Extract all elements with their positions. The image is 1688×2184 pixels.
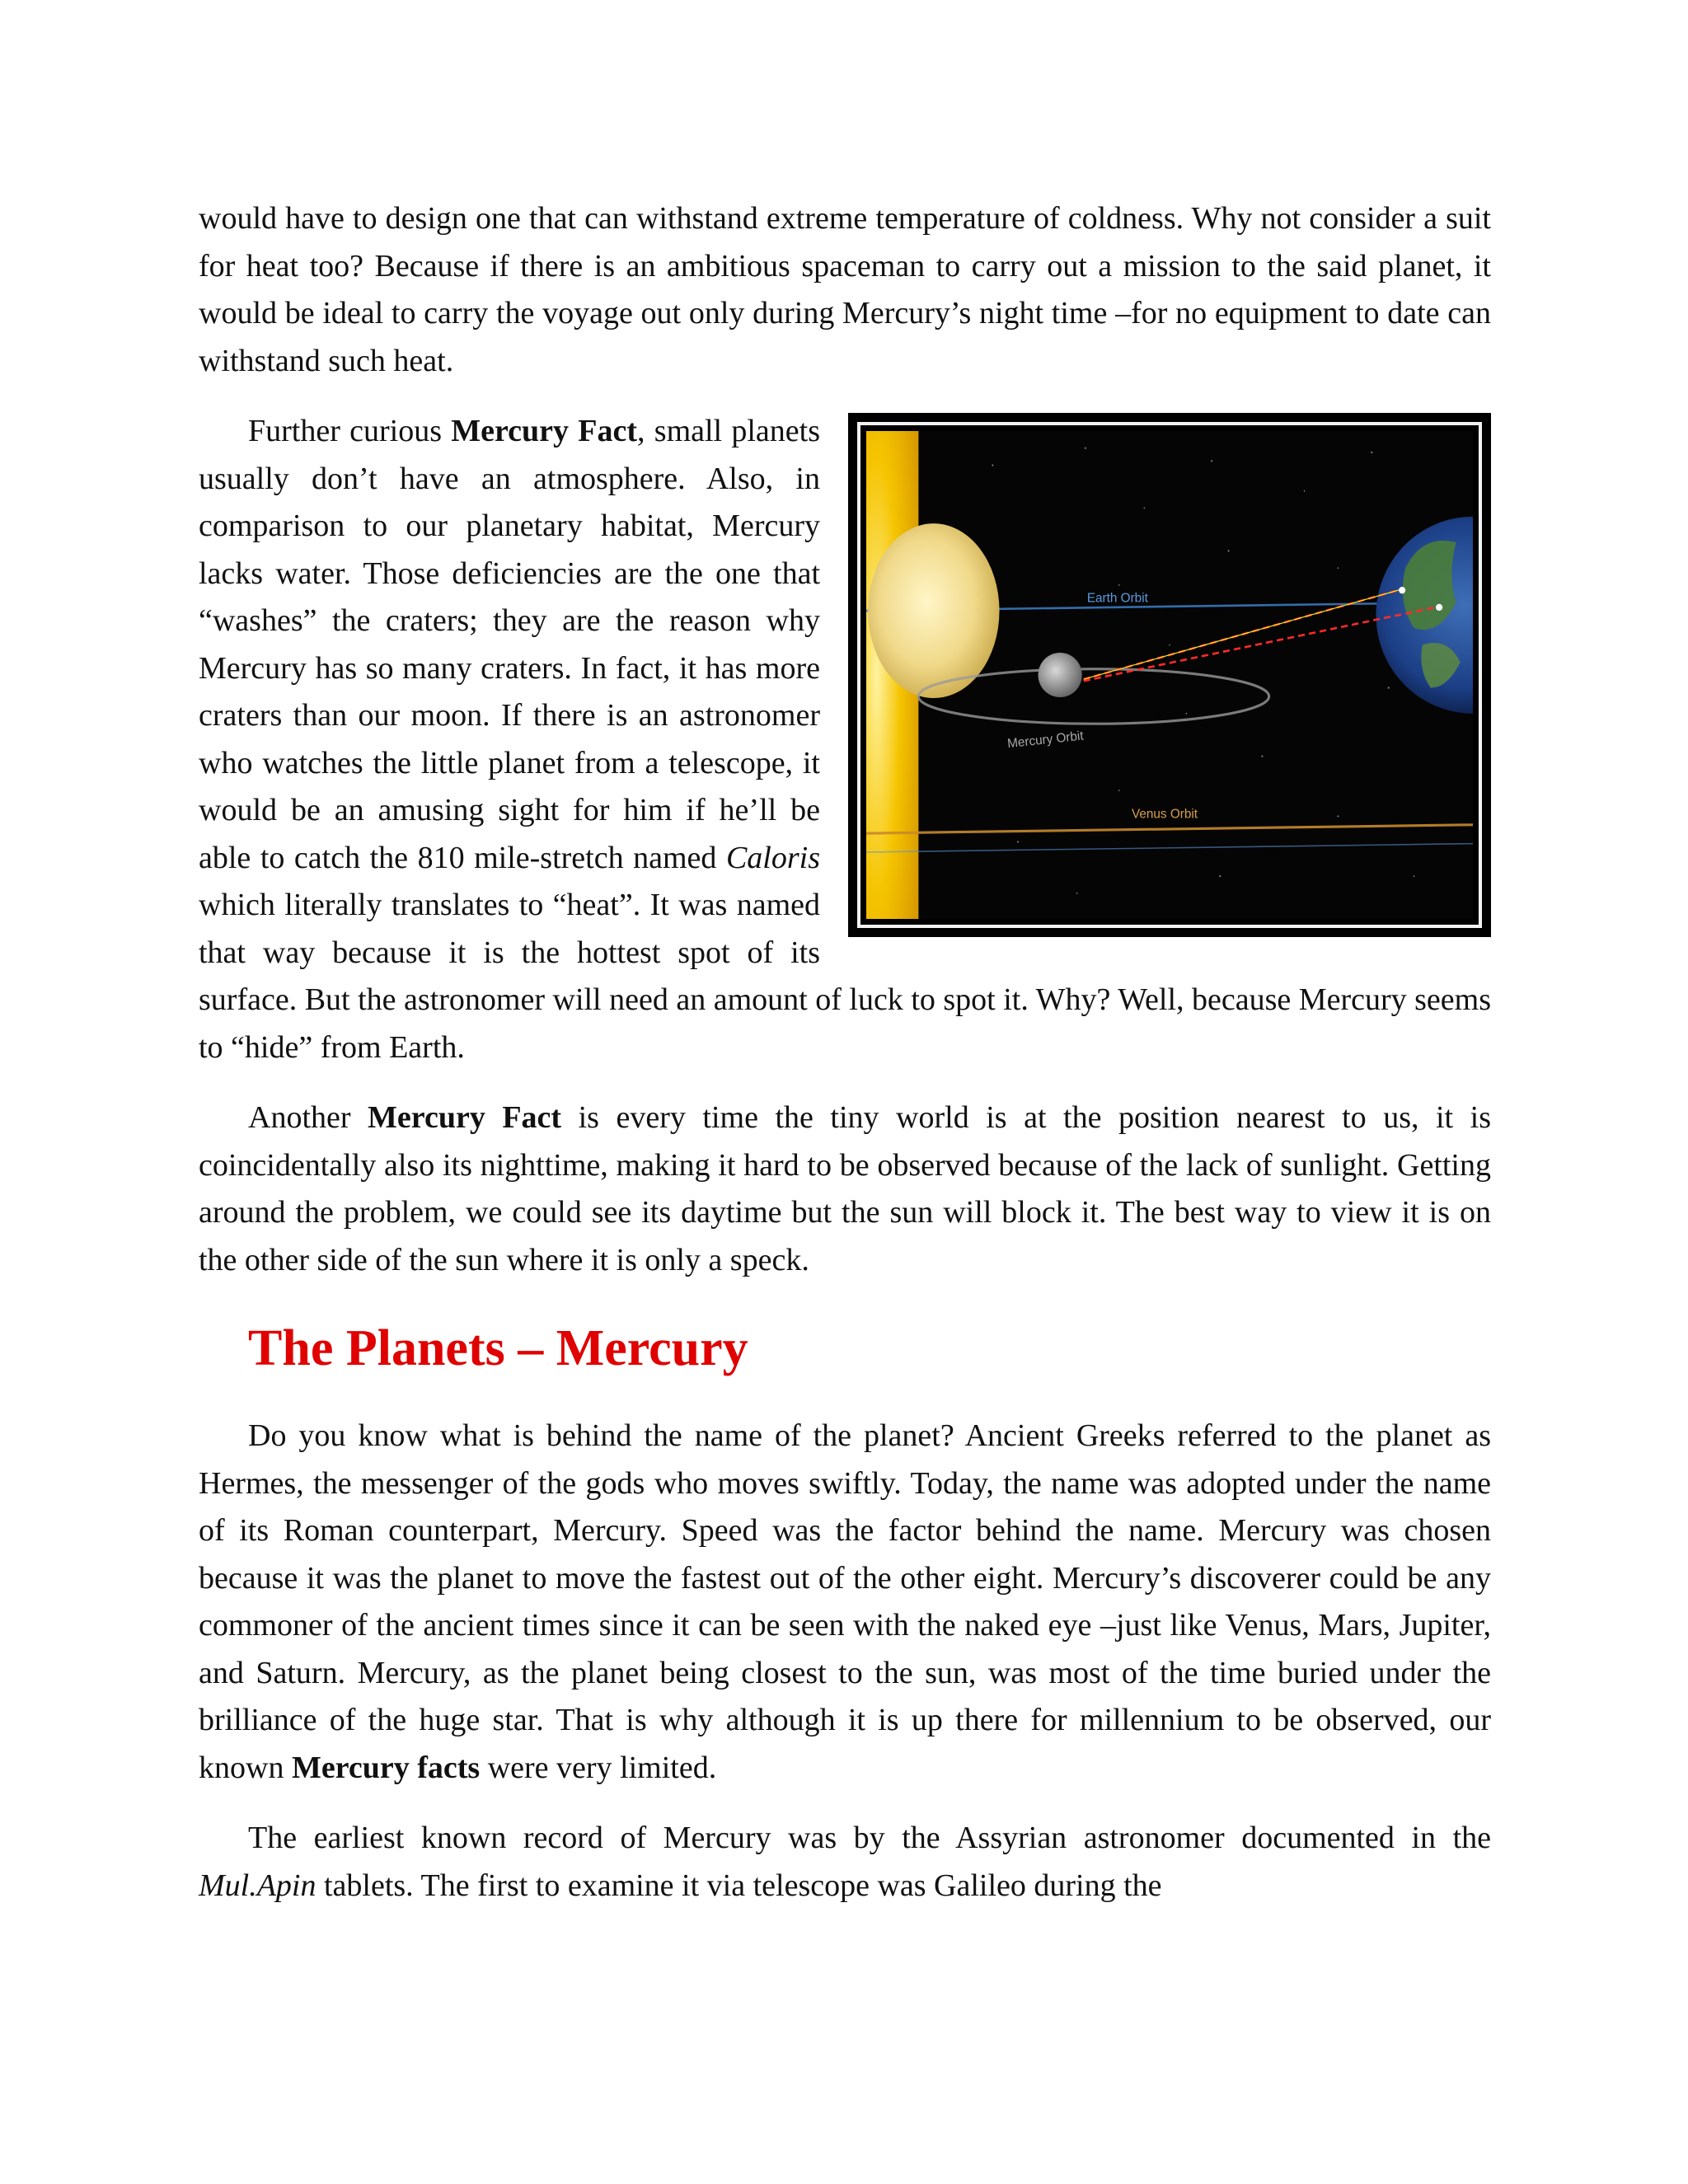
paragraph-earliest-record: The earliest known record of Mercury was by the Assyrian astronomer documented in the Mul.Apin tablets. The first to examine it via telescope was Galileo during the xyxy=(199,1821,1491,1903)
paragraph-name-origin: Do you know what is behind the name of the planet? Ancient Greeks referred to the planet as Hermes, the messenger of the gods who moves swiftly. Today, the name was adopted under the name of its Roman counterpart, Mercury. Speed was the factor behind the name. Mercury was chosen because it was the planet to move the fastest out of the other eight. Mercury’s discoverer could be any commoner of the ancient times since it can be seen with the naked eye –just like Venus, Mars, Jupiter, and Saturn. Mercury, as the planet being closest to the sun, was most of the time buried under the brilliance of the huge star. That is why although it is up there for millennium to be observed, our known Mercury facts were very limited. xyxy=(199,1418,1491,1785)
paragraph-mercury-fact-atmosphere: Further curious Mercury Fact, small planets usually don’t have an atmosphere. Also, in comparison to our planetary habitat, Mercury lacks water. Those deficiencies are the one that “washes” the craters; they are the reason why Mercury has so many craters. In fact, it has more craters than our moon. If there is an astronomer who watches the little planet from a telescope, it would be an amusing sight for him if he’ll be able to catch the 810 mile-stretch named Caloris which literally translates to “heat”. It was named that way because it is the hottest spot of its surface. But the astronomer will need an amount of luck to spot it. Why? Well, because Mercury seems to “hide” from Earth. xyxy=(199,414,1491,1065)
orbit-illustration xyxy=(866,431,1473,919)
section-heading: The Planets – Mercury xyxy=(248,1320,748,1376)
venus-orbit-label: Venus Orbit xyxy=(1132,807,1198,822)
paragraph-continuation: would have to design one that can withstand extreme temperature of coldness. Why not consider a suit for heat too? Because if there is an ambitious spaceman to carry out a mission to the said planet, it would be ideal to carry the voyage out only during Mercury’s night time –for no equipment to date can withstand such heat. xyxy=(199,201,1491,378)
mercury-orbit-label: Mercury Orbit xyxy=(1006,729,1085,752)
earth-orbit-label: Earth Orbit xyxy=(1086,591,1148,606)
bold-mercury-facts: Mercury facts xyxy=(291,1750,481,1785)
mercury xyxy=(1039,653,1082,697)
bold-mercury-fact: Mercury Fact xyxy=(368,1100,562,1135)
mercury-orbit-figure xyxy=(848,413,1491,937)
italic-mul-apin: Mul.Apin xyxy=(199,1868,316,1903)
document-page xyxy=(199,195,1491,1910)
italic-caloris: Caloris xyxy=(725,840,820,875)
venus xyxy=(868,523,999,698)
figure-frame xyxy=(857,422,1482,928)
paragraph-mercury-fact-nighttime: Another Mercury Fact is every time the tiny world is at the position nearest to us, it is coincidentally also its nighttime, making it hard to be observed because of the lack of sunlight. Getting around the problem, we could see its daytime but the sun will block it. The best way to view it is on the other side of the sun where it is only a speck. xyxy=(199,1100,1491,1277)
bold-mercury-fact: Mercury Fact xyxy=(451,414,638,448)
